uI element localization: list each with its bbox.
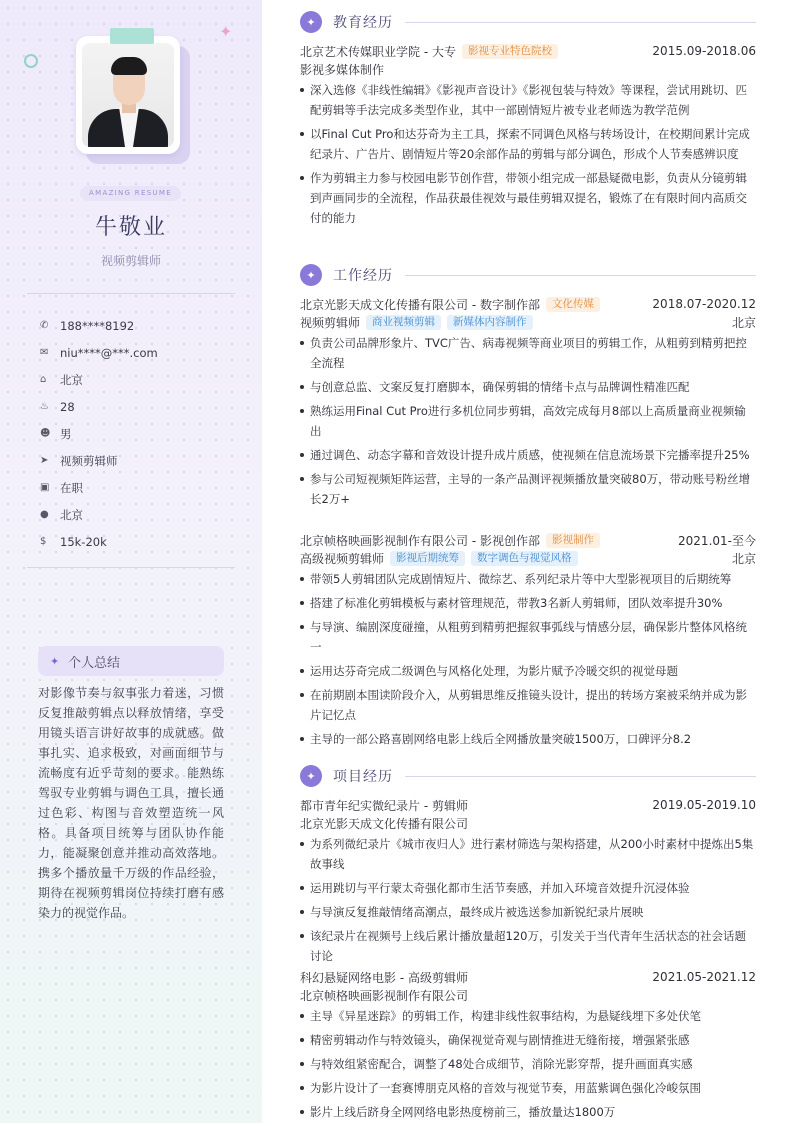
profile-photo <box>82 43 174 147</box>
job-city: 北京 <box>731 551 756 566</box>
salary-value: 15k-20k <box>60 534 107 549</box>
industry-tag: 影视制作 <box>546 533 600 548</box>
list-item: 影片上线后跻身全网网络电影热度榜前三，播放量达1800万 <box>300 1102 756 1122</box>
skill-tag: 新媒体内容制作 <box>447 315 533 330</box>
bullet-list <box>300 333 756 509</box>
target-position-value: 视频剪辑师 <box>60 453 118 468</box>
entry-subheader <box>300 549 756 567</box>
major: 影视多媒体制作 <box>300 62 385 77</box>
list-item: 在前期剧本围读阶段介入，从剪辑思维反推镜头设计，提出的转场方案被采纳并成为影片记忆点 <box>300 685 756 725</box>
projects-section-header <box>300 764 756 788</box>
list-item: 与特效组紧密配合，调整了48处合成细节，消除光影穿帮，提升画面真实感 <box>300 1054 756 1074</box>
briefcase-icon: ▣ <box>40 482 50 493</box>
info-row <box>40 501 158 528</box>
divider <box>27 293 235 294</box>
info-row <box>40 420 158 447</box>
list-item: 与创意总监、文案反复打磨脚本，确保剪辑的情绪卡点与品牌调性精准匹配 <box>300 377 756 397</box>
entry-subheader <box>300 60 756 78</box>
location-icon: ● <box>40 509 49 520</box>
list-item: 为影片设计了一套赛博朋克风格的音效与视觉节奏，用蓝紫调色强化冷峻氛围 <box>300 1078 756 1098</box>
bullet-list <box>300 80 756 228</box>
email-value: niu****@***.com <box>60 345 158 360</box>
sidebar <box>0 0 262 1123</box>
project-org: 北京光影天成文化传播有限公司 <box>300 816 469 831</box>
skill-tag: 商业视频剪辑 <box>366 315 441 330</box>
list-item: 负责公司品牌形象片、TVC广告、病毒视频等商业项目的剪辑工作，从粗剪到精剪把控全流程 <box>300 333 756 373</box>
entry-header <box>300 531 756 549</box>
sparkle-icon: ✦ <box>300 11 322 33</box>
list-item: 运用跳切与平行蒙太奇强化都市生活节奏感，并加入环境音效提升沉浸体验 <box>300 878 756 898</box>
company-name: 北京帧格映画影视制作有限公司 - 影视创作部 <box>300 533 540 548</box>
entry-date: 2015.09-2018.06 <box>652 44 756 58</box>
ring-decoration <box>24 54 38 68</box>
cake-icon: ♨ <box>40 401 49 412</box>
education-entry <box>300 42 756 232</box>
info-row <box>40 474 158 501</box>
info-row <box>40 339 158 366</box>
divider <box>27 567 235 568</box>
list-item: 以Final Cut Pro和达芬奇为主工具，探索不同调色风格与转场设计，在校期间累计完成纪录片、广告片、剧情短片等20余部作品的剪辑与部分调色，形成个人节奏感辨识度 <box>300 124 756 164</box>
section-title: 教育经历 <box>333 15 393 31</box>
list-item: 熟练运用Final Cut Pro进行多机位同步剪辑，高效完成每月8部以上高质量商业视频输出 <box>300 401 756 441</box>
work-entry <box>300 295 756 513</box>
section-title: 项目经历 <box>333 769 393 785</box>
status-value: 在职 <box>60 480 83 495</box>
skill-tag: 数字调色与视觉风格 <box>471 551 578 566</box>
gender-value: 男 <box>60 426 72 441</box>
tape-decoration <box>110 28 154 44</box>
project-name: 都市青年纪实微纪录片 - 剪辑师 <box>300 798 468 813</box>
list-item: 深入选修《非线性编辑》《影视声音设计》《影视包装与特效》等课程，尝试用跳切、匹配剪辑等手法完成多类型作业，其中一部剧情短片被专业老师选为教学范例 <box>300 80 756 120</box>
entry-subheader <box>300 313 756 331</box>
entry-date: 2018.07-2020.12 <box>652 297 756 311</box>
bullet-list <box>300 1006 756 1122</box>
mail-icon: ✉ <box>40 347 49 358</box>
phone-value: 188****8192 <box>60 318 135 333</box>
section-title: 工作经历 <box>333 268 393 284</box>
list-item: 搭建了标准化剪辑模板与素材管理规范，带教3名新人剪辑师，团队效率提升30% <box>300 593 756 613</box>
section-rule <box>405 22 756 23</box>
resume-tag: AMAZING RESUME <box>80 186 181 201</box>
info-row <box>40 447 158 474</box>
age-value: 28 <box>60 399 75 414</box>
candidate-title: 视频剪辑师 <box>100 254 161 268</box>
section-rule <box>405 776 756 777</box>
phone-icon: ✆ <box>40 320 49 331</box>
salary-icon: $ <box>40 536 47 547</box>
school-tag: 影视专业特色院校 <box>462 44 558 59</box>
entry-subheader <box>300 814 756 832</box>
job-role: 视频剪辑师 <box>300 315 361 330</box>
list-item: 参与公司短视频矩阵运营，主导的一条产品测评视频播放量突破80万，带动账号粉丝增长2万+ <box>300 469 756 509</box>
gender-icon: ☻ <box>40 428 51 439</box>
info-row <box>40 312 158 339</box>
education-section-header <box>300 10 756 34</box>
candidate-name: 牛敬业 <box>94 215 167 240</box>
project-org: 北京帧格映画影视制作有限公司 <box>300 988 469 1003</box>
project-entry <box>300 968 756 1126</box>
summary-text: 对影像节奏与叙事张力着迷，习惯反复推敲剪辑点以释放情绪，享受用镜头语言讲好故事的成就感。做事扎实、追求极致，对画面细节与流畅度有近乎苛刻的要求。能熟练驾驭专业剪辑与调色工具，擅长通过色彩、构图与音效塑造统一风格。具备项目统筹与团队协作能力，能凝聚创意并推动高效落地。携多个播放量千万级的作品经验，期待在视频剪辑岗位持续打磨有感染力的视觉作品。 <box>38 686 224 920</box>
project-entry <box>300 796 756 970</box>
bullet-list <box>300 569 756 749</box>
bullet-list <box>300 834 756 966</box>
list-item: 该纪录片在视频号上线后累计播放量超120万，引发关于当代青年生活状态的社会话题讨论 <box>300 926 756 966</box>
entry-header <box>300 968 756 986</box>
entry-date: 2021.05-2021.12 <box>652 970 756 984</box>
list-item: 运用达芬奇完成二级调色与风格化处理，为影片赋予冷暖交织的视觉母题 <box>300 661 756 681</box>
summary-title: 个人总结 <box>68 655 121 671</box>
profile-photo-card <box>76 36 188 162</box>
photo-frame <box>76 36 180 154</box>
residence-value: 北京 <box>60 372 83 387</box>
list-item: 带领5人剪辑团队完成剧情短片、微综艺、系列纪录片等中大型影视项目的后期统筹 <box>300 569 756 589</box>
info-row <box>40 393 158 420</box>
entry-header <box>300 796 756 814</box>
entry-subheader <box>300 986 756 1004</box>
industry-tag: 文化传媒 <box>546 297 600 312</box>
entry-header <box>300 42 756 60</box>
send-icon: ➤ <box>40 455 49 466</box>
info-row <box>40 366 158 393</box>
sparkle-icon: ✦ <box>50 654 60 668</box>
sparkle-icon: ✦ <box>300 765 322 787</box>
company-name: 北京光影天成文化传播有限公司 - 数字制作部 <box>300 297 540 312</box>
job-city: 北京 <box>731 315 756 330</box>
home-icon: ⌂ <box>40 374 47 385</box>
sparkle-icon: ✦ <box>300 264 322 286</box>
list-item: 主导的一部公路喜剧网络电影上线后全网播放量突破1500万，口碑评分8.2 <box>300 729 756 749</box>
entry-date: 2019.05-2019.10 <box>652 798 756 812</box>
contact-info <box>40 312 158 555</box>
info-row <box>40 528 158 555</box>
work-entry <box>300 531 756 753</box>
work-section-header <box>300 263 756 287</box>
job-role: 高级视频剪辑师 <box>300 551 385 566</box>
project-name: 科幻悬疑网络电影 - 高级剪辑师 <box>300 970 468 985</box>
list-item: 主导《异星迷踪》的剪辑工作，构建非线性叙事结构，为悬疑线埋下多处伏笔 <box>300 1006 756 1026</box>
summary-header <box>38 646 224 676</box>
entry-date: 2021.01-至今 <box>678 533 756 548</box>
list-item: 与导演、编剧深度碰撞，从粗剪到精剪把握叙事弧线与情感分层，确保影片整体风格统一 <box>300 617 756 657</box>
list-item: 与导演反复推敲情绪高潮点，最终成片被选送参加新锐纪录片展映 <box>300 902 756 922</box>
list-item: 为系列微纪录片《城市夜归人》进行素材筛选与架构搭建，从200小时素材中提炼出5集故事线 <box>300 834 756 874</box>
list-item: 通过调色、动态字幕和音效设计提升成片质感，使视频在信息流场景下完播率提升25% <box>300 445 756 465</box>
target-city-value: 北京 <box>60 507 83 522</box>
skill-tag: 影视后期统筹 <box>390 551 465 566</box>
entry-header <box>300 295 756 313</box>
section-rule <box>405 275 756 276</box>
school-name: 北京艺术传媒职业学院 - 大专 <box>300 44 456 59</box>
list-item: 精密剪辑动作与特效镜头，确保视觉奇观与剧情推进无缝衔接，增强紧张感 <box>300 1030 756 1050</box>
sparkle-icon: ✦ <box>219 22 233 41</box>
list-item: 作为剪辑主力参与校园电影节创作营，带领小组完成一部悬疑微电影，负责从分镜剪辑到声画同步的全流程，作品获最佳视效与最佳剪辑双提名，锻炼了在有限时间内高质交付的能力 <box>300 168 756 228</box>
